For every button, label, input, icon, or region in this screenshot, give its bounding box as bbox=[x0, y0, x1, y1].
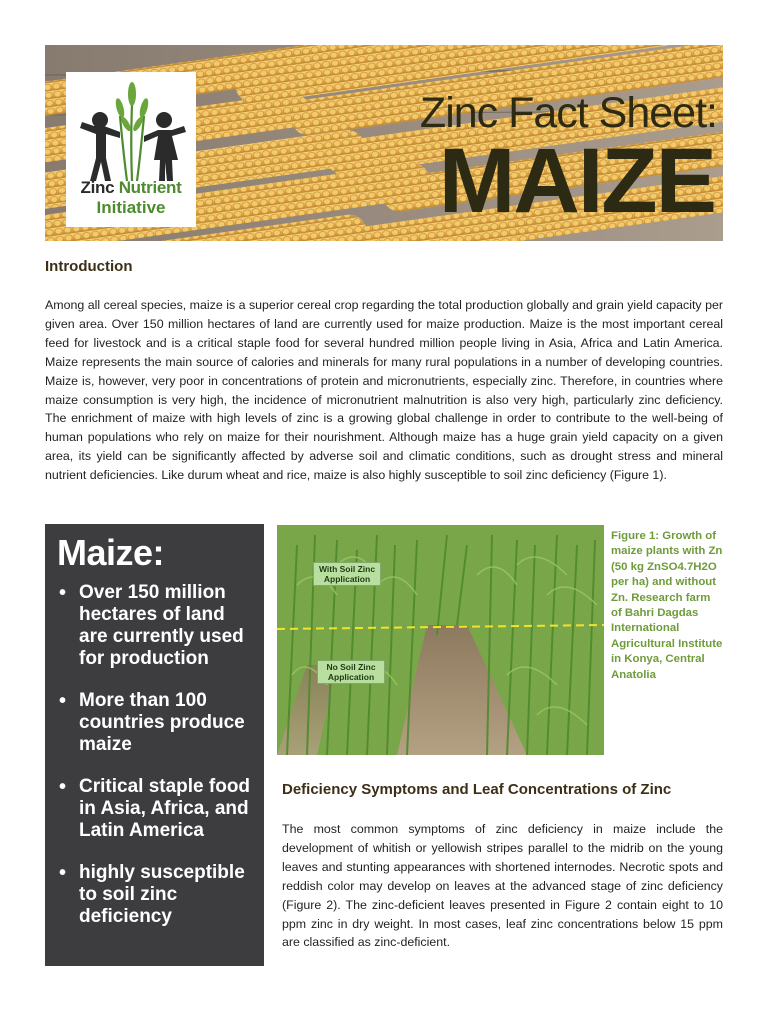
logo-text-line1 bbox=[66, 178, 196, 198]
sidebar-item-text: More than 100 countries produce maize bbox=[79, 690, 245, 755]
bullet-icon: • bbox=[59, 582, 67, 604]
sidebar-item-text: Over 150 million hectares of land are currently used for production bbox=[79, 582, 244, 669]
sidebar-item-text: Critical staple food in Asia, Africa, and Latin America bbox=[79, 776, 251, 841]
figure-1-photo bbox=[277, 525, 604, 755]
sidebar-title: Maize: bbox=[57, 532, 165, 573]
logo-word-zinc: Zinc bbox=[80, 178, 119, 197]
sidebar-list-item bbox=[57, 582, 257, 670]
sidebar-list-item bbox=[57, 776, 257, 842]
bullet-icon: • bbox=[59, 862, 67, 884]
title-maize: MAIZE bbox=[438, 130, 715, 232]
sidebar-item-text: highly susceptible to soil zinc deficiency bbox=[79, 862, 245, 927]
title-fact-sheet: Zinc Fact Sheet: bbox=[419, 89, 717, 137]
label-no-zinc: No Soil Zinc Application bbox=[317, 660, 385, 684]
logo-word-nutrient: Nutrient bbox=[118, 178, 182, 197]
sidebar-list-item bbox=[57, 690, 257, 756]
header-banner bbox=[45, 45, 723, 241]
logo bbox=[66, 72, 196, 227]
maize-facts-sidebar bbox=[45, 524, 264, 966]
figure-1-caption: Figure 1: Growth of maize plants with Zn (50 kg ZnSO4.7H2O per ha) and without Zn. Research farm of Bahri Dagdas International Agricultural Institute in Konya, Central Anatolia bbox=[611, 530, 723, 681]
logo-text-line2: Initiative bbox=[96, 198, 166, 217]
intro-heading: Introduction bbox=[45, 258, 133, 275]
sidebar-list-item bbox=[57, 862, 257, 928]
bullet-icon: • bbox=[59, 776, 67, 798]
deficiency-paragraph: The most common symptoms of zinc deficiency in maize include the development of whitish or yellowish stripes parallel to the midrib on the young leaves and stunting appearances with shortened internodes. Necrotic spots and reddish color may develop on leaves at the advanced stage of zinc deficiency (Figure 2). The zinc-deficient leaves presented in Figure 2 contain eight to 10 ppm zinc in dry weight. In most cases, leaf zinc concentrations below 15 ppm are classified as zinc-deficient. bbox=[282, 822, 723, 950]
label-with-zinc: With Soil Zinc Application bbox=[313, 562, 381, 586]
intro-paragraph: Among all cereal species, maize is a superior cereal crop regarding the total production globally and grain yield capacity per given area. Over 150 million hectares of land are currently used for maize production. Maize is the most important cereal feed for livestock and is a critical staple food for several hundred million people living in Asia, Africa and Latin America. Maize represents the main source of calories and minerals for many rural populations in a number of developing countries. Maize is, however, very poor in concentrations of protein and micronutrients, especially zinc. Therefore, in countries where maize consumption is very high, the incidence of micronutrient malnutrition is also very high, particularly zinc deficiency. The enrichment of maize with high levels of zinc is a growing global challenge in order to contribute to the well-being of human populations who rely on maize for their nourishment. Although maize has a huge grain yield capacity on a given area, its yield can be significantly affected by adverse soil and climatic conditions, such as drought stress and mineral nutrient deficiencies. Like durum wheat and rice, maize is also highly susceptible to soil zinc deficiency (Figure 1). bbox=[45, 298, 723, 483]
deficiency-heading: Deficiency Symptoms and Leaf Concentrations of Zinc bbox=[282, 781, 672, 798]
bullet-icon: • bbox=[59, 690, 67, 712]
sidebar-list bbox=[57, 582, 257, 948]
maize-field-image bbox=[277, 525, 604, 755]
logo-figures-icon bbox=[74, 76, 190, 186]
